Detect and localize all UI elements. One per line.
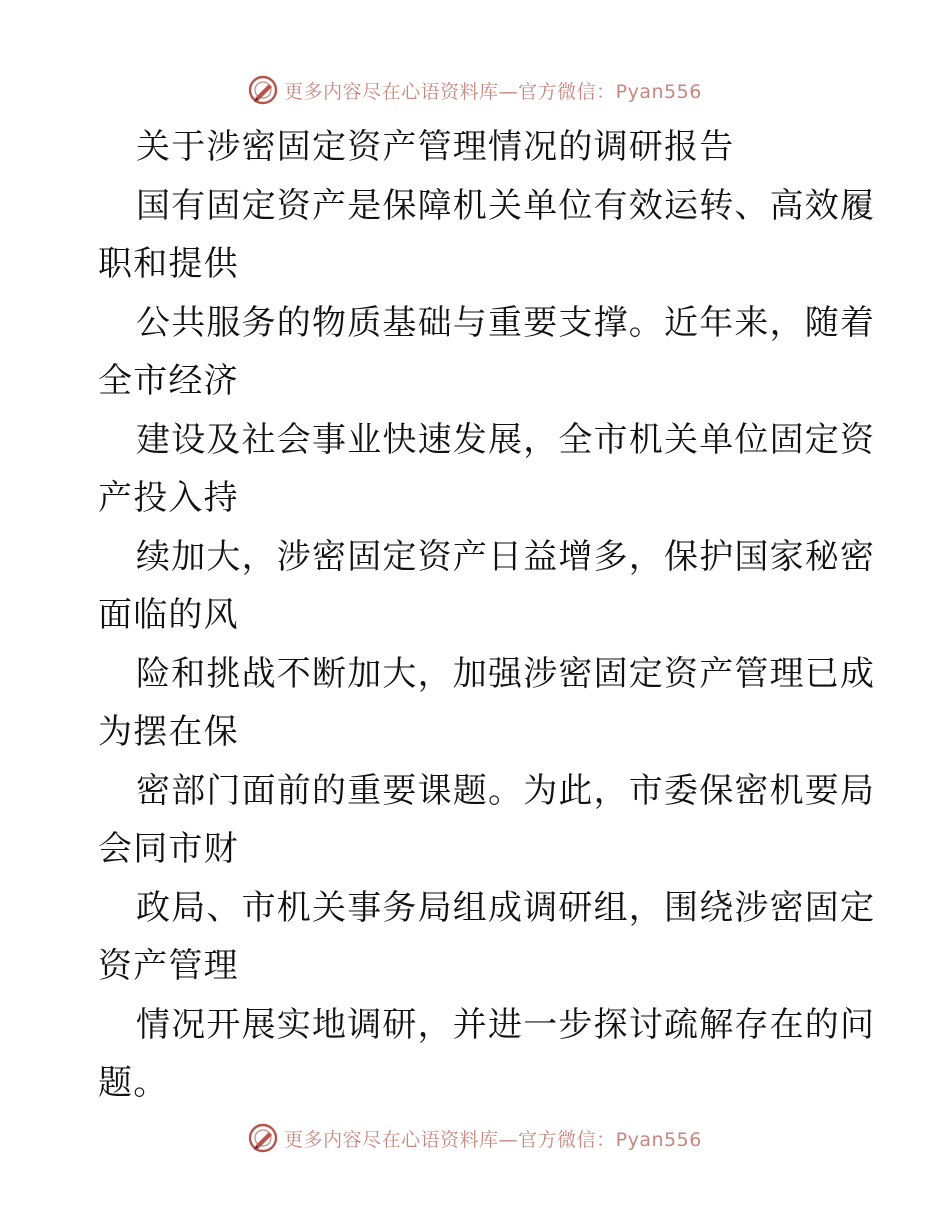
document-body	[98, 118, 876, 1113]
text-line: 建设及社会事业快速发展，全市机关单位固定资	[136, 419, 876, 460]
text-line: 题。	[98, 1063, 169, 1103]
text-line: 产投入持	[98, 478, 239, 518]
text-line: 全市经济	[98, 361, 239, 401]
text-line: 情况开展实地调研，并进一步探讨疏解存在的问	[136, 1004, 876, 1045]
text-line: 公共服务的物质基础与重要支撑。近年来，随着	[136, 302, 876, 343]
text-line: 为摆在保	[98, 712, 239, 752]
text-line: 资产管理	[98, 946, 239, 986]
text-line: 险和挑战不断加大，加强涉密固定资产管理已成	[136, 653, 876, 694]
pen-seal-icon	[248, 1123, 278, 1153]
header-banner-text: 更多内容尽在心语资料库—官方微信：Pyan556	[284, 80, 702, 103]
text-line: 政局、市机关事务局组成调研组，围绕涉密固定	[136, 887, 876, 928]
header-banner	[0, 70, 950, 110]
text-line: 会同市财	[98, 829, 239, 869]
footer-banner	[0, 1118, 950, 1158]
document-title: 关于涉密固定资产管理情况的调研报告	[136, 127, 735, 167]
text-line: 职和提供	[98, 244, 239, 284]
footer-banner-text: 更多内容尽在心语资料库—官方微信：Pyan556	[284, 1128, 702, 1151]
text-line: 国有固定资产是保障机关单位有效运转、高效履	[136, 185, 876, 226]
text-line: 密部门面前的重要课题。为此，市委保密机要局	[136, 770, 876, 811]
text-line: 续加大，涉密固定资产日益增多，保护国家秘密	[136, 536, 876, 577]
text-line: 面临的风	[98, 595, 239, 635]
pen-seal-icon	[248, 75, 278, 105]
